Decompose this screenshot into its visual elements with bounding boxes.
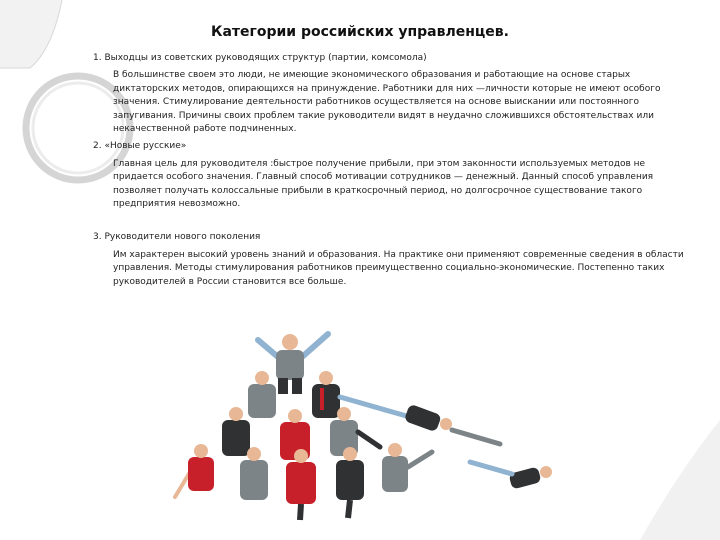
section-text: Им характерен высокий уровень знаний и образования. На практике они применяют современные сведения в области управления. Методы стимулирования работников преимущественно социально-экономические. Постепенно таких руководителей в России становится все больше.: [113, 249, 684, 287]
section-heading: 3. Руководители нового поколения: [93, 232, 261, 243]
section-text: В большинстве своем это люди, не имеющие экономического образования и работающие на основе старых диктаторских методов, опирающихся на принуждение. Работники для них —личности которые не имеют особого значения. Стимулирование деятельности работников осуществляется на основе выискании или постоянного запугивания. Причины своих проблем такие руководители видят в неудачно сложившихся обстоятельствах или некачественной работе подчиненных.: [113, 70, 661, 135]
section-heading: 1. Выходцы из советских руководящих структур (партии, комсомола): [93, 53, 427, 63]
section-new-russians: [93, 140, 693, 211]
section-new-generation: [93, 231, 693, 289]
section-heading: 2. «Новые русские»: [93, 141, 187, 152]
section-soviet: [93, 52, 693, 136]
content-body: [93, 52, 693, 289]
section-text: Главная цель для руководителя :быстрое получение прибыли, при этом законности используемых методов не придается особого значения. Главный способ мотивации сотрудников — денежный. Данный способ управления позволяет получать колоссальные прибыли в краткосрочный период, но долгосрочное существование такого предприятия невозможно.: [113, 158, 654, 210]
page-title: Категории российских управленцев.: [211, 24, 509, 40]
human-pyramid-illustration: [170, 322, 570, 522]
